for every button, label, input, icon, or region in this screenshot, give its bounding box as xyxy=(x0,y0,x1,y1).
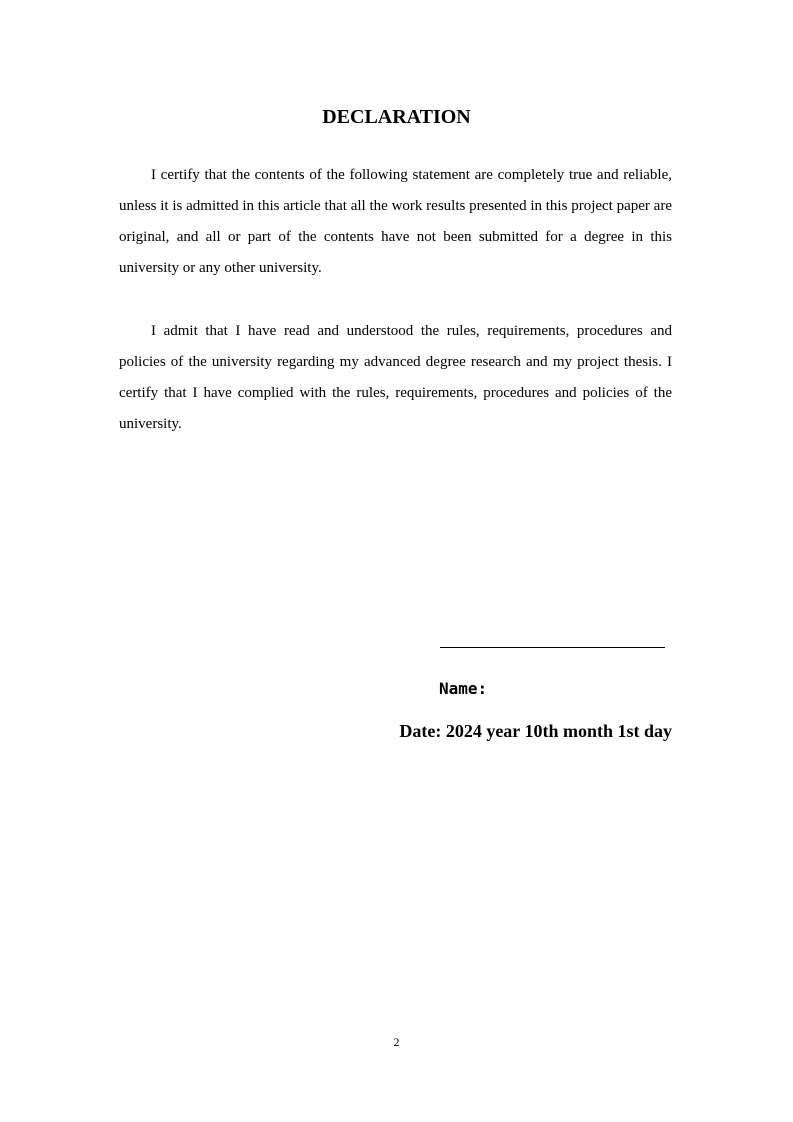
signature-line xyxy=(440,647,665,648)
page-number: 2 xyxy=(393,1035,400,1049)
date-label: Date: 2024 year 10th month 1st day xyxy=(399,721,672,741)
page-title: DECLARATION xyxy=(322,106,471,128)
declaration-paragraph-1: I certify that the contents of the following statement are completely true and reliable, unless it is admitted in this article that all the work results presented in this project paper are original, and all or part of the contents have not been submitted for a degree in this university or any other university. xyxy=(119,167,672,276)
name-label: Name: xyxy=(439,679,488,698)
declaration-paragraph-2: I admit that I have read and understood the rules, requirements, procedures and policies of the university regarding my advanced degree research and my project thesis. I certify that I have complied with the rules, requirements, procedures and policies of the university. xyxy=(119,323,672,432)
